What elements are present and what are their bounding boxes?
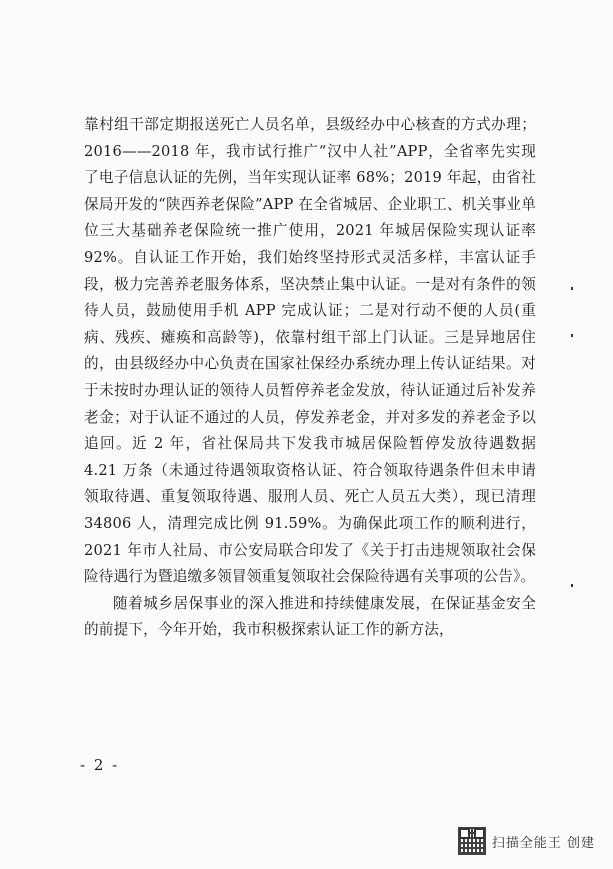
paragraph-1: 靠村组干部定期报送死亡人员名单，县级经办中心核查的方式办理；2016——2018 年，我市试行推广“汉中人社”APP，全省率先实现了电子信息认证的先例，当年实现认证率 68%；2019 年起，由省社保局开发的“陕西养老保险”APP 在全省城居、企业职工、机关事业单位三大基础养老保险统一推广使用，2021 年城居保险实现认证率 92%。自认证工作开始，我们始终坚持形式灵活多样，丰富认证手段，极力完善养老服务体系，坚决禁止集中认证。一是对有条件的领待人员，鼓励使用手机 APP 完成认证；二是对行动不便的人员(重病、残疾、瘫痪和高龄等)，依靠村组干部上门认证。三是异地居住的，由县级经办中心负责在国家社保经办系统办理上传认证结果。对于未按时办理认证的领待人员暂停养老金发放，待认证通过后补发养老金；对于认证不通过的人员，停发养老金，并对多发的养老金予以追回。近 2 年，省社保局共下发我市城居保险暂停发放待遇数据 4.21 万条（未通过待遇领取资格认证、符合领取待遇条件但未申请领取待遇、重复领取待遇、服刑人员、死亡人员五大类），现已清理 34806 人，清理完成比例 91.59%。为确保此项工作的顺利进行，2021 年市人社局、市公安局联合印发了《关于打击违规领取社会保险待遇行为暨追缴多领冒领重复领取社会保险待遇有关事项的公告》。 xyxy=(84,116,536,586)
scanner-watermark xyxy=(458,827,595,855)
qr-code-icon xyxy=(458,827,486,855)
scan-speck xyxy=(571,287,573,290)
paragraph-2: 随着城乡居保事业的深入推进和持续健康发展，在保证基金安全的前提下，今年开始，我市积极探索认证工作的新方法， xyxy=(84,594,536,639)
page-number: - 2 - xyxy=(80,756,120,774)
scan-speck xyxy=(571,584,573,587)
document-body xyxy=(84,112,536,644)
scan-speck xyxy=(571,334,573,337)
scanner-label: 扫描全能王 创建 xyxy=(491,835,595,851)
